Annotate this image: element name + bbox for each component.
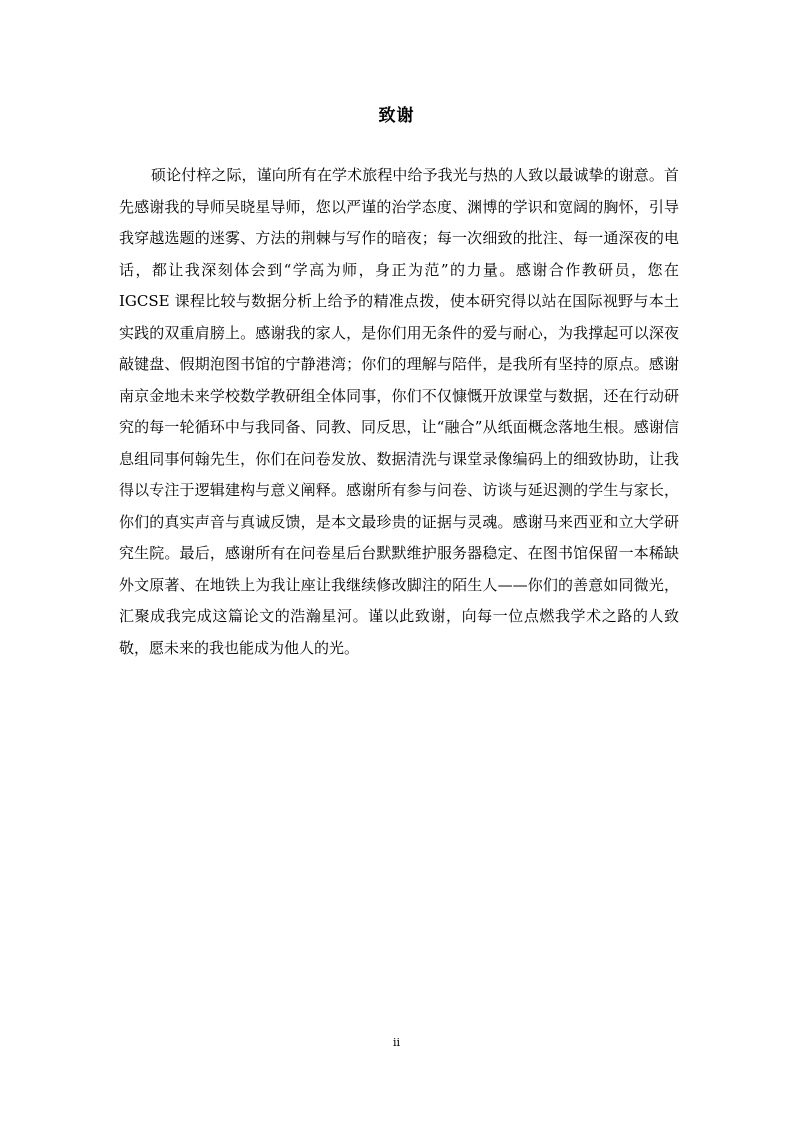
page-number: ii [392, 1036, 401, 1049]
page-title: 致谢 [378, 106, 415, 126]
acknowledgement-paragraph: 硕论付梓之际，谨向所有在学术旅程中给予我光与热的人致以最诚挚的谢意。首先感谢我的导师吴晓星导师，您以严谨的治学态度、渊博的学识和宽阔的胸怀，引导我穿越选题的迷雾、方法的荆棘与写作的暗夜；每一次细致的批注、每一通深夜的电话，都让我深刻体会到“学高为师，身正为范”的力量。感谢合作教研员，您在 IGCSE 课程比较与数据分析上给予的精准点拨，使本研究得以站在国际视野与本土实践的双重肩膀上。感谢我的家人，是你们用无条件的爱与耐心，为我撑起可以深夜敲键盘、假期泡图书馆的宁静港湾；你们的理解与陪伴，是我所有坚持的原点。感谢南京金地未来学校数学教研组全体同事，你们不仅慷慨开放课堂与数据，还在行动研究的每一轮循环中与我同备、同教、同反思，让“融合”从纸面概念落地生根。感谢信息组同事何翰先生，你们在问卷发放、数据清洗与课堂录像编码上的细致协助，让我得以专注于逻辑建构与意义阐释。感谢所有参与问卷、访谈与延迟测的学生与家长，你们的真实声音与真诚反馈，是本文最珍贵的证据与灵魂。感谢马来西亚和立大学研究生院。最后，感谢所有在问卷星后台默默维护服务器稳定、在图书馆保留一本稀缺外文原著、在地铁上为我让座让我继续修改脚注的陌生人——你们的善意如同微光，汇聚成我完成这篇论文的浩瀚星河。谨以此致谢，向每一位点燃我学术之路的人致敬，愿未来的我也能成为他人的光。 [119, 166, 679, 657]
